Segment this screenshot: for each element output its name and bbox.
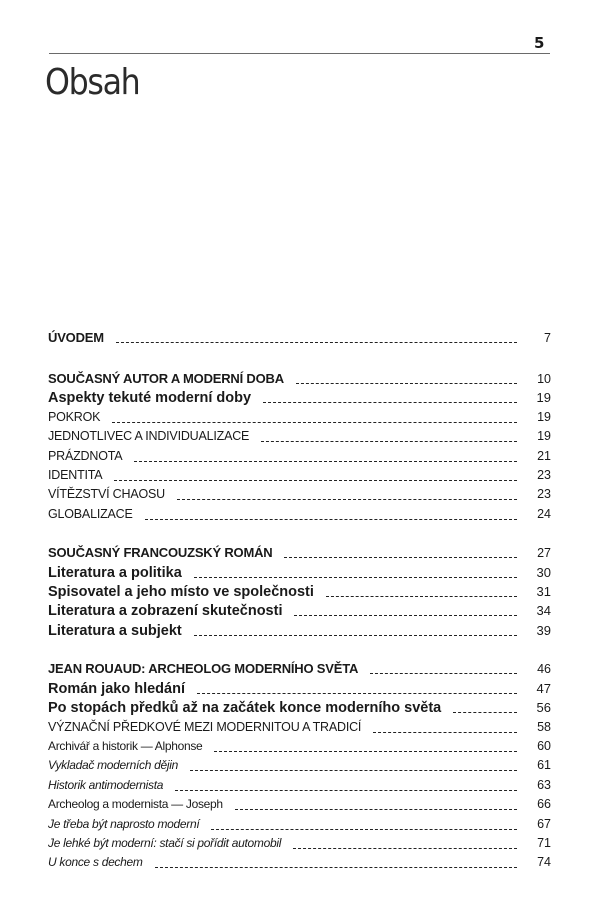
toc-page-number: 61 [537,758,551,772]
toc-page-number: 71 [537,836,551,850]
toc-entry-title: Vykladač moderních dějin [48,758,178,772]
toc-entry-title: Je třeba být naprosto moderní [48,817,200,831]
toc-page-number: 34 [536,603,551,618]
toc-leader [211,829,517,830]
toc-entry [48,817,551,837]
toc-entry-title: SOUČASNÝ FRANCOUZSKÝ ROMÁN [48,545,273,560]
toc-entry-title: VÍTĚZSTVÍ CHAOSU [48,487,165,501]
toc-entry [48,410,551,430]
toc-page-number: 74 [537,855,551,869]
toc-entry-title: Literatura a zobrazení skutečnosti [48,603,283,619]
toc-entry-title: GLOBALIZACE [48,507,133,521]
toc-leader [116,342,517,343]
toc-leader [194,635,517,636]
toc-entry [48,758,551,778]
toc-entry [48,700,551,720]
toc-page-number: 19 [537,429,551,443]
toc-entry-title: PRÁZDNOTA [48,449,123,463]
toc-page-number: 19 [536,390,551,405]
toc-page-number: 27 [537,546,551,560]
toc-entry [48,330,551,350]
toc-entry-title: Archeolog a modernista — Joseph [48,797,223,811]
toc-entry [48,661,551,681]
toc-leader [190,770,517,771]
toc-leader [177,499,517,500]
toc-entry [48,429,551,449]
toc-entry-title: Literatura a subjekt [48,623,182,639]
toc-entry [48,681,551,701]
toc-entry [48,739,551,759]
toc-entry [48,603,551,623]
toc-entry-title: Je lehké být moderní: stačí si pořídit automobil [48,836,282,850]
toc-leader [284,557,517,558]
toc-page-number: 24 [537,507,551,521]
toc-leader [197,693,517,694]
page-number: 5 [534,34,545,52]
toc-leader [134,461,517,462]
toc-page-number: 23 [537,487,551,501]
toc-leader [326,596,517,597]
toc-entry-title: ÚVODEM [48,330,104,345]
toc-entry [48,468,551,488]
toc-entry-title: IDENTITA [48,468,103,482]
toc-entry-title: Archivář a historik — Alphonse [48,739,203,753]
toc-leader [261,441,517,442]
toc-entry-title: JEDNOTLIVEC A INDIVIDUALIZACE [48,429,250,443]
toc-leader [155,867,517,868]
header-rule [49,53,550,54]
toc-page-number: 30 [536,565,551,580]
toc-entry [48,720,551,740]
toc-entry [48,545,551,565]
toc-entry-title: Spisovatel a jeho místo ve společnosti [48,584,314,600]
toc-leader [235,809,517,810]
toc-entry-title: JEAN ROUAUD: ARCHEOLOG MODERNÍHO SVĚTA [48,661,359,676]
toc-entry [48,487,551,507]
toc-page-number: 23 [537,468,551,482]
toc-page-number: 67 [537,817,551,831]
toc-page-number: 7 [544,331,551,345]
toc-leader [263,402,517,403]
toc-leader [370,673,517,674]
toc-leader [453,712,517,713]
toc-leader [114,480,517,481]
toc-entry [48,371,551,391]
toc-entry [48,584,551,604]
toc-entry [48,507,551,527]
toc-entry-title: Historik antimodernista [48,778,164,792]
toc-page-number: 66 [537,797,551,811]
toc-entry-title: POKROK [48,410,101,424]
toc-entry-title: U konce s dechem [48,855,143,869]
toc-entry-title: VÝZNAČNÍ PŘEDKOVÉ MEZI MODERNITOU A TRADICÍ [48,720,362,734]
toc-leader [293,848,517,849]
toc-entry-title: Román jako hledání [48,681,185,697]
toc-page-number: 46 [537,662,551,676]
toc-leader [175,790,517,791]
toc-entry-title: Po stopách předků až na začátek konce moderního světa [48,700,442,716]
toc-page-number: 10 [537,372,551,386]
toc-entry [48,623,551,643]
toc-entry [48,390,551,410]
toc-leader [373,732,517,733]
toc-page-number: 60 [537,739,551,753]
toc-entry [48,836,551,856]
toc-leader [294,615,517,616]
page-title: Obsah [45,62,140,103]
toc-entry [48,565,551,585]
toc-leader [112,422,517,423]
toc-entry-title: SOUČASNÝ AUTOR A MODERNÍ DOBA [48,371,284,386]
toc-page-number: 58 [537,720,551,734]
toc-page-number: 31 [536,584,551,599]
toc-leader [214,751,517,752]
toc-leader [194,577,517,578]
toc-entry [48,797,551,817]
toc-page-number: 39 [536,623,551,638]
toc-entry [48,449,551,469]
toc-page-number: 47 [536,681,551,696]
toc-leader [296,383,517,384]
toc-page-number: 63 [537,778,551,792]
toc-page-number: 19 [537,410,551,424]
toc-entry-title: Literatura a politika [48,565,182,581]
toc-entry [48,855,551,875]
toc-entry-title: Aspekty tekuté moderní doby [48,390,252,406]
toc-page-number: 21 [537,449,551,463]
toc-page-number: 56 [536,700,551,715]
toc-leader [145,519,517,520]
toc-entry [48,778,551,798]
